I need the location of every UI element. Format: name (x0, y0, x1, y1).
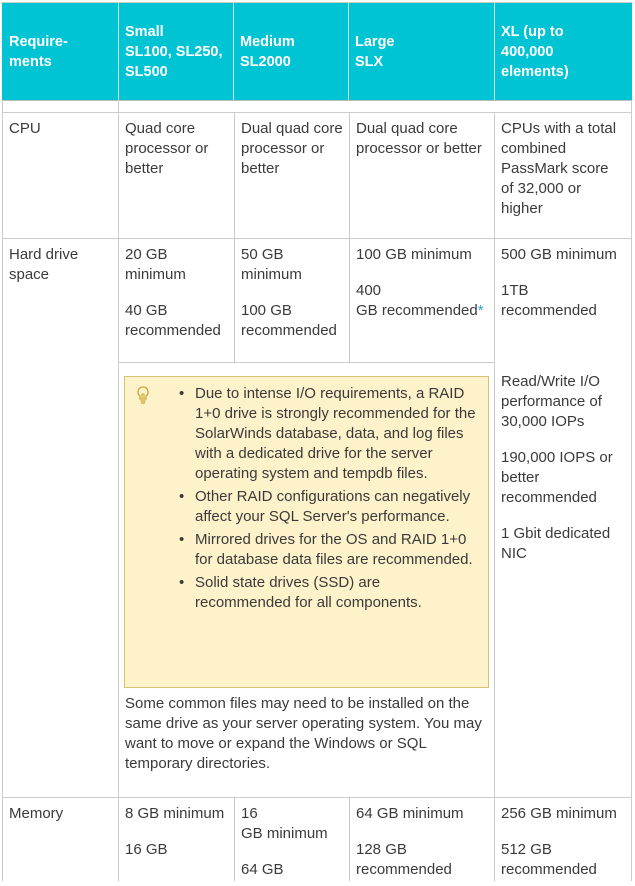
memory-small: 8 GB minimum 16 GB (125, 805, 225, 858)
hard-drive-medium: 50 GB minimum 100 GB recommended (241, 246, 337, 339)
lightbulb-icon (135, 385, 151, 405)
header-large: Large SLX (349, 3, 495, 100)
tip-item: • Mirrored drives for the OS and RAID 1+0 for database data files are recommended. (179, 531, 473, 568)
tip-item: • Solid state drives (SSD) are recommended for all components. (179, 574, 422, 611)
memory-label: Memory (9, 805, 64, 822)
memory-xl: 256 GB minimum 512 GB recommended (501, 805, 617, 878)
header-small: Small SL100, SL250, SL500 (119, 3, 234, 100)
cpu-label: CPU (9, 120, 41, 137)
header-xl: XL (up to 400,000 elements) (495, 3, 632, 100)
hard-drive-note: Some common files may need to be installed on the same drive as your server operating system. You may want to move or expand the Windows or SQL temporary directories. (125, 695, 482, 772)
cpu-small: Quad core processor or better (125, 120, 209, 177)
divider (118, 362, 495, 363)
header-requirements: Require- ments (3, 3, 119, 100)
hard-drive-xl-io: Read/Write I/O performance of 30,000 IOPs 190,000 IOPS or better recommended 1 Gbit dedicated NIC (501, 373, 613, 562)
cpu-large: Dual quad core processor or better (356, 120, 482, 157)
tip-box (124, 376, 489, 688)
cpu-xl: CPUs with a total combined PassMark score of 32,000 or higher (501, 120, 617, 217)
cpu-medium: Dual quad core processor or better (241, 120, 343, 177)
hard-drive-xl: 500 GB minimum 1TB recommended (501, 246, 617, 319)
header-medium: Medium SL2000 (234, 3, 349, 100)
hard-drive-small: 20 GB minimum 40 GB recommended (125, 246, 221, 339)
recommended-footnote-link: GB recommended* (356, 302, 484, 319)
memory-large: 64 GB minimum 128 GB recommended (356, 805, 464, 878)
tip-item: • Due to intense I/O requirements, a RAID 1+0 drive is strongly recommended for the SolarWinds database, data, and log files with a dedicated drive for the server operating system and tempdb files. (179, 385, 476, 482)
tip-list (179, 384, 480, 613)
hard-drive-label: Hard drive space (9, 246, 79, 283)
footnote-asterisk[interactable]: * (477, 302, 484, 319)
hard-drive-large: 100 GB minimum 400 GB recommended* (356, 246, 484, 319)
divider (2, 100, 3, 881)
divider (2, 100, 632, 101)
memory-medium: 16 GB minimum 64 GB (241, 805, 328, 878)
divider (631, 100, 632, 881)
tip-item: • Other RAID configurations can negatively affect your SQL Server's performance. (179, 488, 471, 525)
